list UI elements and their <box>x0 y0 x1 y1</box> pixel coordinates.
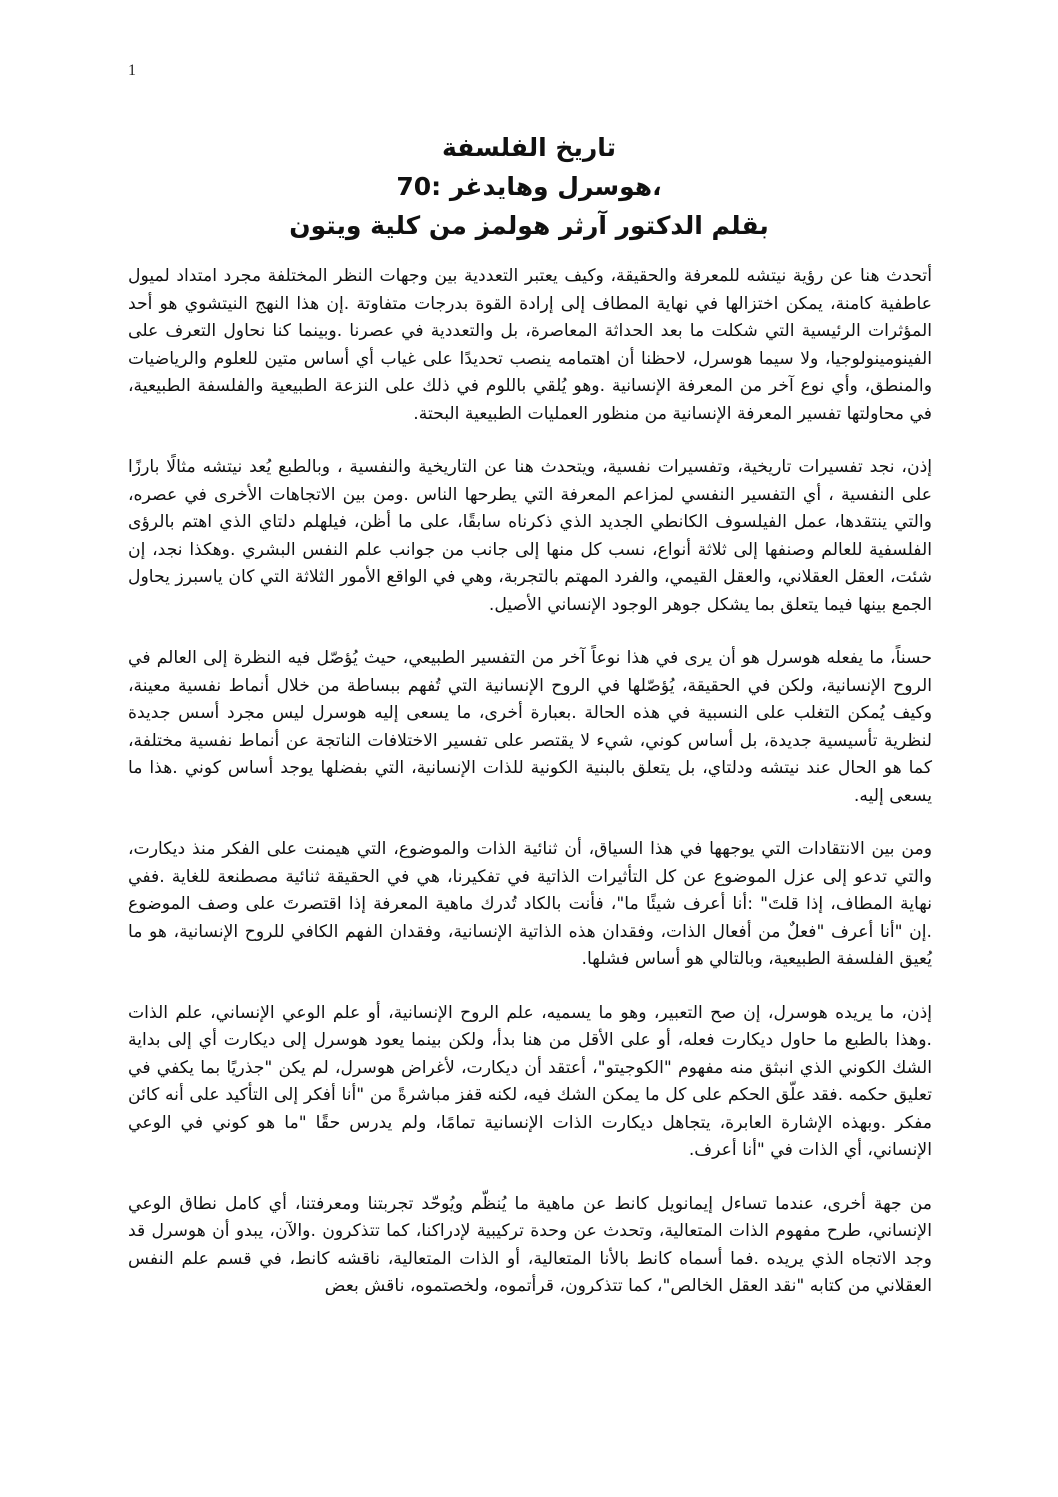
title-author: بقلم الدكتور آرثر هولمز من كلية ويتون <box>289 211 769 240</box>
document-title <box>0 128 1058 245</box>
title-lecture: ،هوسرل وهايدغر :70 <box>396 172 662 201</box>
document-body <box>128 263 932 1327</box>
paragraph: إذن، نجد تفسيرات تاريخية، وتفسيرات نفسية، ويتحدث هنا عن التاريخية والنفسية ، وبالطبع يُعد نيتشه مثالًا بارزًا على النفسية ، أي التفسير النفسي لمزاعم المعرفة التي يطرحها الناس .ومن بين الاتجاهات الأخرى في عصره، والتي ينتقدها، عمل الفيلسوف الكانطي الجديد الذي ذكرناه سابقًا، على ما أظن، فيلهلم دلتاي الذي اهتم بالرؤى الفلسفية للعالم وصنفها إلى ثلاثة أنواع، نسب كل منها إلى جانب من جوانب علم النفس البشري .وهكذا نجد، إن شئت، العقل العقلاني، والعقل القيمي، والفرد المهتم بالتجربة، وهي في الواقع الأمور الثلاثة التي كان ياسبرز يحاول الجمع بينها فيما يتعلق بما يشكل جوهر الوجود الإنساني الأصيل. <box>128 457 932 615</box>
paragraph: ومن بين الانتقادات التي يوجهها في هذا السياق، أن ثنائية الذات والموضوع، التي هيمنت على الفكر منذ ديكارت، والتي تدعو إلى عزل الموضوع عن كل التأثيرات الذاتية في تفكيرنا، هي في الحقيقة ثنائية مصطنعة للغاية .ففي نهاية المطاف، إذا قلتَ" :أنا أعرف شيئًا ما"، فأنت بالكاد تُدرك ماهية المعرفة إذا اقتصرتَ على وصف الموضوع .إن "أنا أعرف "فعلٌ من أفعال الذات، وفقدان هذه الذاتية الإنسانية، وفقدان الفهم الكافي للروح الإنسانية، هو ما يُعيق الفلسفة الطبيعية، وبالتالي هو أساس فشلها. <box>128 839 932 969</box>
page-number: 1 <box>128 62 136 79</box>
paragraph: حسناً، ما يفعله هوسرل هو أن يرى في هذا نوعاً آخر من التفسير الطبيعي، حيث يُؤصّل فيه النظرة إلى العالم في الروح الإنسانية، ولكن في الحقيقة، يُؤصّلها في الروح الإنسانية التي تُفهم ببساطة من خلال أنماط نفسية معينة، وكيف يُمكن التغلب على النسبية في هذه الحالة .بعبارة أخرى، ما يسعى إليه هوسرل ليس مجرد أسس جديدة لنظرية تأسيسية جديدة، بل أساس كوني، شيء لا يقتصر على تفسير الاختلافات الناتجة عن أنماط نفسية مختلفة، كما هو الحال عند نيتشه ودلتاي، بل يتعلق بالبنية الكونية للذات الإنسانية، التي بفضلها يوجد أساس كوني .هذا ما يسعى إليه. <box>128 648 932 806</box>
paragraph: إذن، ما يريده هوسرل، إن صح التعبير، وهو ما يسميه، علم الروح الإنسانية، أو علم الوعي الإنساني، علم الذات .وهذا بالطبع ما حاول ديكارت فعله، أو على الأقل من هنا بدأ، ولكن بينما يعود هوسرل إلى ديكارت أي إلى بداية الشك الكوني الذي انبثق منه مفهوم "الكوجيتو"، أعتقد أن ديكارت، لأغراض هوسرل، لم يكن "جذريًا بما يكفي في تعليق حكمه .فقد علّق الحكم على كل ما يمكن الشك فيه، لكنه قفز مباشرةً من "أنا أفكر إلى التأكيد على أنه كائن مفكر .وبهذه الإشارة العابرة، يتجاهل ديكارت الذات الإنسانية تمامًا، ولم يدرس حقًا "ما هو كوني في الوعي الإنساني، أي الذات في "أنا أعرف. <box>128 1002 932 1160</box>
paragraph: من جهة أخرى، عندما تساءل إيمانويل كانط عن ماهية ما يُنظّم ويُوحّد تجربتنا ومعرفتنا، أي كامل نطاق الوعي الإنساني، طرح مفهوم الذات المتعالية، وتحدث عن وحدة تركيبية لإدراكنا، كما تتذكرون .والآن، يبدو أن هوسرل قد وجد الاتجاه الذي يريده .فما أسماه كانط بالأنا المتعالية، أو الذات المتعالية، ناقشه كانط، في قسم علم النفس العقلاني من كتابه "نقد العقل الخالص"، كما تتذكرون، قرأتموه، ولخصتموه، ناقش بعض <box>128 1193 932 1296</box>
title-series: تاريخ الفلسفة <box>441 133 617 162</box>
paragraph: أتحدث هنا عن رؤية نيتشه للمعرفة والحقيقة، وكيف يعتبر التعددية بين وجهات النظر المختلفة مجرد امتداد لميول عاطفية كامنة، يمكن اختزالها في نهاية المطاف إلى إرادة القوة بدرجات متفاوتة .إن هذا النهج النيتشوي هو أحد المؤثرات الرئيسية التي شكلت ما بعد الحداثة المعاصرة، بل والتعددية في عصرنا .وبينما كنا نحاول التعرف على الفينومينولوجيا، ولا سيما هوسرل، لاحظنا أن اهتمامه ينصب تحديدًا على غياب أي أساس متين للعلوم والرياضيات والمنطق، وأي نوع آخر من المعرفة الإنسانية .وهو يُلقي باللوم في ذلك على النزعة الطبيعية والفلسفة الطبيعية، في محاولتها تفسير المعرفة الإنسانية من منظور العمليات الطبيعية البحتة. <box>128 266 932 424</box>
